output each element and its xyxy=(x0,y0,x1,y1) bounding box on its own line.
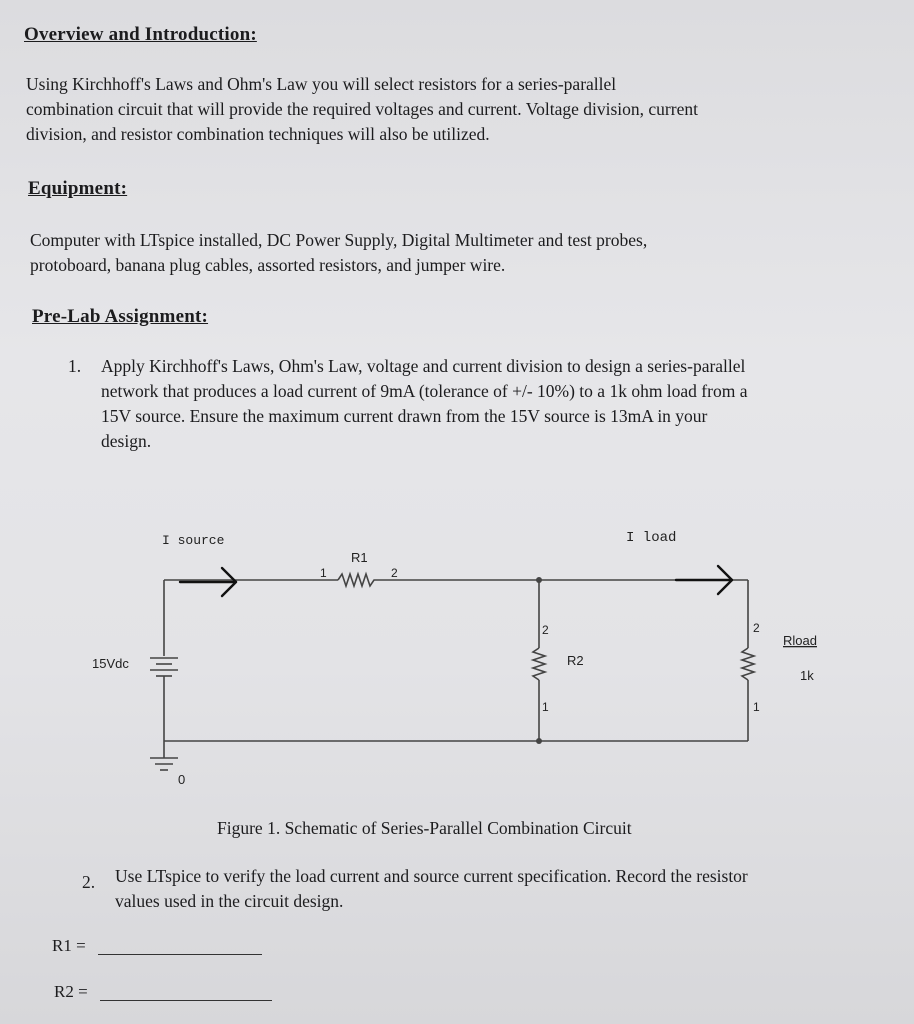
equipment-line: Computer with LTspice installed, DC Power Supply, Digital Multimeter and test probes, xyxy=(30,230,648,250)
overview-line: Using Kirchhoff's Laws and Ohm's Law you will select resistors for a series-parallel xyxy=(26,74,617,94)
list-item-number: 1. xyxy=(68,356,82,376)
equipment-heading: Equipment: xyxy=(28,178,128,199)
overview-line: division, and resistor combination techniques will also be utilized. xyxy=(26,124,490,144)
r1-label: R1 xyxy=(351,550,368,565)
rload-pin-top-label: 2 xyxy=(753,621,760,635)
item1-line: Apply Kirchhoff's Laws, Ohm's Law, voltage and current division to design a series-parallel xyxy=(101,356,746,376)
overview-heading: Overview and Introduction: xyxy=(24,24,257,45)
resistor-r2-symbol xyxy=(533,648,545,680)
junction-bottom xyxy=(536,738,542,744)
prelab-item-2 xyxy=(115,864,748,914)
ground-node-label: 0 xyxy=(178,772,186,787)
r2-label: R2 xyxy=(567,653,584,668)
rload-pin-bottom-label: 1 xyxy=(753,700,760,714)
figure-caption: Figure 1. Schematic of Series-Parallel Combination Circuit xyxy=(217,818,632,838)
i-load-label: I load xyxy=(626,530,677,546)
item2-line: Use LTspice to verify the load current and source current specification. Record the resistor xyxy=(115,866,748,886)
resistor-rload-symbol xyxy=(742,648,754,680)
i-source-label: I source xyxy=(162,533,225,548)
source-voltage-label: 15Vdc xyxy=(92,656,129,671)
r1-answer-field[interactable] xyxy=(98,954,262,955)
item1-line: 15V source. Ensure the maximum current drawn from the 15V source is 13mA in your xyxy=(101,406,708,426)
equipment-paragraph xyxy=(30,228,647,278)
resistor-r1-symbol xyxy=(338,574,380,586)
list-item-number: 2. xyxy=(82,872,96,892)
rload-label: Rload xyxy=(783,633,817,648)
item1-line: network that produces a load current of 9mA (tolerance of +/- 10%) to a 1k ohm load from a xyxy=(101,381,748,401)
item2-line: values used in the circuit design. xyxy=(115,891,344,911)
overview-paragraph xyxy=(26,72,698,147)
r2-pin-bottom-label: 1 xyxy=(542,700,549,714)
equipment-line: protoboard, banana plug cables, assorted resistors, and jumper wire. xyxy=(30,255,506,275)
r2-answer-field[interactable] xyxy=(100,1000,272,1001)
circuit-schematic xyxy=(0,510,914,800)
r1-answer-label: R1 = xyxy=(52,936,86,955)
item1-line: design. xyxy=(101,431,152,451)
junction-top xyxy=(536,577,542,583)
rload-value-label: 1k xyxy=(800,668,814,683)
r2-answer-label: R2 = xyxy=(54,982,88,1001)
r1-pin2-label: 2 xyxy=(391,566,398,580)
overview-line: combination circuit that will provide the required voltages and current. Voltage division, current xyxy=(26,99,698,119)
prelab-heading: Pre-Lab Assignment: xyxy=(32,306,209,327)
r1-pin1-label: 1 xyxy=(320,566,327,580)
r2-pin-top-label: 2 xyxy=(542,623,549,637)
prelab-item-1 xyxy=(101,354,747,454)
